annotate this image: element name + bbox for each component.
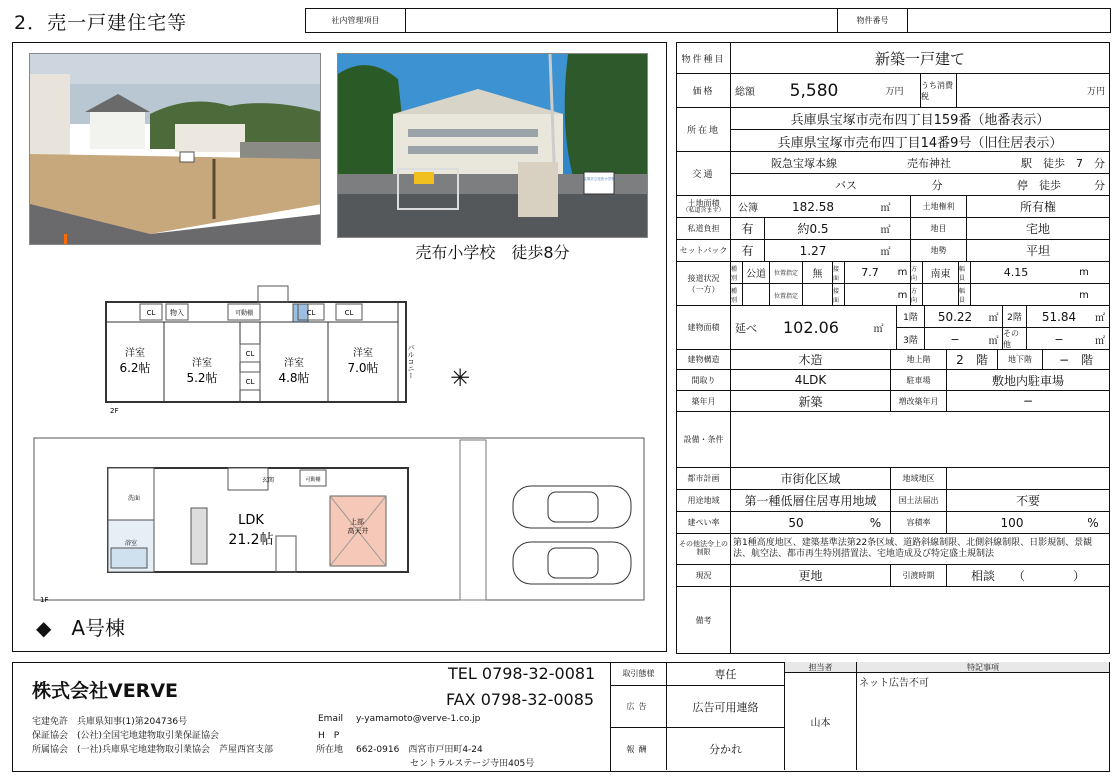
- station-name: 売布神社: [907, 156, 951, 170]
- bldg-total-unit: ㎡: [861, 306, 897, 349]
- extension-value: −: [1022, 394, 1034, 408]
- row-facilities: [677, 412, 1109, 468]
- room-4-size: 7.0帖: [347, 361, 379, 375]
- row-other-limits: [677, 534, 1109, 565]
- road-dir-2: [923, 284, 959, 306]
- address-label: 所在地: [677, 108, 731, 151]
- setback-label: セットバック: [677, 240, 731, 261]
- walk-label-2: 徒歩: [1039, 179, 1061, 192]
- stop-walk: [1017, 177, 1105, 193]
- washroom-label: 洗面: [127, 495, 141, 502]
- status-value: 更地: [731, 565, 891, 586]
- f2-label: 2階: [1003, 306, 1027, 327]
- ad-value: 広告可用連絡: [667, 686, 785, 728]
- parking-label: 駐車場: [891, 370, 947, 390]
- guarantee: 保証協会 (公社)全国宅地建物取引業保証協会: [32, 731, 220, 741]
- far-value: 100: [1000, 515, 1024, 530]
- layout-label: 間取り: [677, 370, 731, 390]
- road-width: 4.15: [1003, 266, 1029, 279]
- hp-label: H P: [318, 731, 340, 741]
- balcony-label: バルコニー: [407, 344, 415, 379]
- walk-label: 徒歩: [1043, 156, 1065, 170]
- handover-value: 相談 （ ）: [970, 569, 1085, 583]
- other-limits-label: その他法令上の制限: [677, 534, 731, 564]
- min-unit: 分: [1094, 156, 1105, 170]
- special-value: ネット広告不可: [859, 678, 929, 689]
- road-dir-label-2: 方向: [911, 284, 923, 306]
- road-width-unit-2: m: [1079, 289, 1089, 301]
- land-value: 182.58: [792, 199, 834, 214]
- road-face: 7.7: [861, 266, 879, 279]
- ldk-size: 21.2帖: [228, 532, 274, 548]
- terrain-label: 地勢: [911, 240, 967, 261]
- row-address: [677, 108, 1109, 152]
- bldg-total: 102.06: [783, 318, 839, 337]
- zoning-label: 用途地域: [677, 490, 731, 511]
- association: 所属協会 (一社)兵庫県宅地建物取引業協会 芦屋西宮支部: [32, 745, 274, 755]
- f3-unit: ㎡: [985, 328, 1003, 350]
- cl-label: CL: [245, 378, 255, 386]
- below-value: [1043, 350, 1109, 369]
- road-kind-label-2: 種別: [731, 284, 743, 306]
- f1-value: 50.22: [937, 309, 973, 324]
- bus-label: バス: [835, 179, 857, 192]
- road-face-label-2: 接面: [833, 284, 845, 306]
- f1-unit: ㎡: [985, 306, 1003, 327]
- row-status: [677, 565, 1109, 587]
- road-dir: 南東: [923, 262, 959, 283]
- road-kind-label: 種別: [731, 262, 743, 283]
- coverage-value: 50: [788, 515, 804, 530]
- school-caption: 売布小学校 徒歩8分: [415, 243, 570, 262]
- row-price: [677, 74, 1109, 108]
- room-1-name: 洋室: [125, 348, 145, 359]
- deal-label: 取引態様: [611, 662, 667, 686]
- row-coverage: [677, 512, 1109, 534]
- bldg-total-prefix: 延べ: [735, 321, 757, 335]
- price-value: 5,580: [789, 80, 839, 101]
- f1-label: 1階: [897, 306, 925, 327]
- structure-label: 建物構造: [677, 350, 731, 369]
- coverage-label: 建ぺい率: [677, 512, 731, 533]
- far-unit: %: [1087, 515, 1099, 530]
- cl-label: CL: [306, 309, 316, 317]
- row-remarks: [677, 587, 1109, 653]
- floorplan-1f: [28, 436, 658, 606]
- remarks-label: 備考: [677, 587, 731, 653]
- zoning-value: 第一種低層住居専用地域: [731, 490, 891, 511]
- price-prefix: 総額: [735, 87, 755, 98]
- above-label: 地上階: [891, 350, 947, 369]
- terrain-value: 平坦: [1025, 244, 1050, 258]
- land-unit: ㎡: [861, 196, 911, 217]
- handover-label: 引渡時期: [891, 565, 947, 586]
- type-value: 新築一戸建て: [874, 49, 965, 68]
- road-pos-2: [803, 284, 833, 306]
- road-width-label-2: 幅員: [959, 284, 971, 306]
- storage-label: 物入: [170, 309, 184, 317]
- north-arrow-icon: ✳: [450, 364, 471, 392]
- address: 662-0916 西宮市戸田町4-24: [356, 745, 483, 755]
- property-number-value: [908, 9, 1110, 32]
- private-road-unit: ㎡: [861, 218, 911, 239]
- row-layout: [677, 370, 1109, 391]
- car-icon: [513, 542, 631, 584]
- tax-label: うち消費税: [921, 74, 957, 107]
- city-plan-label: 都市計画: [677, 468, 731, 489]
- city-plan-value: 市街化区域: [731, 468, 891, 489]
- floorplan-2f: [28, 282, 428, 418]
- type-label: 物件種目: [677, 43, 731, 73]
- bath-label: 浴室: [124, 540, 138, 547]
- setback-value: 1.27: [799, 243, 827, 258]
- mgmt-label: 社内管理項目: [306, 9, 406, 32]
- deal-value: 専任: [667, 662, 785, 686]
- facility-label: 設備・条件: [677, 412, 731, 467]
- land-right-label: 土地権利: [911, 196, 967, 217]
- traffic-label: 交通: [677, 152, 731, 195]
- price-label: 価格: [677, 74, 731, 107]
- email-label: Email: [318, 714, 343, 724]
- row-road: [677, 262, 1109, 306]
- bldg-floors-row-2: [897, 328, 1109, 350]
- row-built: [677, 391, 1109, 412]
- f2-unit: ㎡: [1095, 313, 1105, 324]
- station-walk: [1021, 155, 1105, 171]
- extension-label: 増改築年月: [891, 391, 947, 411]
- row-type: [677, 43, 1109, 74]
- land-type: 公簿: [738, 203, 758, 214]
- management-bar: [305, 8, 1111, 33]
- land-label-text: 土地面積: [687, 198, 720, 208]
- other-limits-value: 第1種高度地区、建築基準法第22条区域、道路斜線制限、北側斜線制限、日影規制、景観法、航空法、都市再生特別措置法、宅地造成及び特定盛土規制法: [733, 537, 1093, 559]
- f2-value: 51.84: [1041, 309, 1077, 324]
- private-road-label: 私道負担: [677, 218, 731, 239]
- email[interactable]: y-yamamoto@verve-1.co.jp: [356, 714, 481, 724]
- school-sign-text: 宝塚市立売布小学校: [583, 177, 615, 181]
- tel: TEL 0798-32-0081: [448, 664, 596, 683]
- row-zoning: [677, 490, 1109, 512]
- other-value: −: [1054, 332, 1064, 346]
- bldg-area-label: 建物面積: [677, 306, 731, 349]
- setback: 有: [731, 240, 765, 261]
- building-label: ◆ A号棟: [36, 616, 126, 640]
- land-label-sub: （私道含まず）: [682, 206, 725, 214]
- fee-label: 報酬: [611, 728, 667, 770]
- min-unit-2: 分: [1094, 179, 1105, 192]
- land-right-value: 所有権: [1019, 200, 1056, 214]
- national-label: 国土法届出: [891, 490, 947, 511]
- road-face-unit: m: [895, 262, 911, 283]
- f3-label: 3階: [897, 328, 925, 350]
- staff-value: 山本: [785, 673, 857, 770]
- row-land-area: [677, 196, 1109, 218]
- row-private-road: [677, 218, 1109, 240]
- school-photo: [337, 53, 648, 238]
- below-num: −: [1058, 352, 1070, 367]
- other-label: その他: [1003, 328, 1027, 350]
- room-2-name: 洋室: [192, 358, 212, 369]
- station-suffix: 駅: [1021, 156, 1032, 170]
- road-face-unit-2: m: [895, 284, 911, 306]
- floor-1-label: 1F: [40, 596, 49, 604]
- void-label-line1: 上部: [349, 518, 364, 526]
- row-structure: [677, 350, 1109, 370]
- below-label: 地下階: [997, 350, 1043, 369]
- road-dir-label: 方向: [911, 262, 923, 283]
- district-label: 地域地区: [891, 468, 947, 489]
- car-icon: [513, 486, 631, 528]
- addr-label: 所在地: [316, 745, 344, 755]
- fax: FAX 0798-32-0085: [446, 690, 595, 709]
- road-pos-label: 位置指定: [769, 262, 803, 283]
- price-unit: 万円: [869, 74, 921, 107]
- deal-table: [610, 662, 1110, 772]
- staff-label: 担当者: [785, 662, 857, 673]
- parking-value: 敷地内駐車場: [991, 373, 1064, 388]
- road-row-1: [731, 262, 1109, 284]
- road-width-label: 幅員: [959, 262, 971, 283]
- national-value: 不要: [1015, 494, 1040, 508]
- road-label-sub: （一方）: [687, 284, 720, 294]
- cl-label: CL: [245, 350, 255, 358]
- movable-shelf-label-1f: 可動棚: [305, 477, 321, 483]
- bus-min: 分: [931, 179, 943, 192]
- traffic-train: [731, 152, 1109, 174]
- void-label-line2: 高天井: [347, 527, 369, 535]
- entrance-label: 玄関: [261, 477, 275, 484]
- road-pos-label-2: 位置指定: [769, 284, 803, 306]
- coverage-unit: %: [861, 512, 891, 533]
- room-3-size: 4.8帖: [278, 371, 310, 385]
- above-num: 2: [956, 352, 964, 367]
- row-building-area: [677, 306, 1109, 350]
- status-label: 現況: [677, 565, 731, 586]
- road-label-text: 接道状況: [687, 273, 720, 283]
- private-road: 有: [731, 218, 765, 239]
- road-kind: 公道: [746, 269, 766, 280]
- cl-label: CL: [344, 309, 354, 317]
- layout-value: 4LDK: [731, 370, 891, 390]
- road-face-label: 接面: [833, 262, 845, 283]
- land-label: [677, 196, 731, 217]
- bldg-floors-row-1: [897, 306, 1109, 328]
- structure-value: 木造: [731, 350, 891, 369]
- property-table: [676, 42, 1110, 654]
- walk-min: 7: [1076, 156, 1083, 170]
- mgmt-value: [406, 9, 838, 32]
- room-2-size: 5.2帖: [186, 371, 218, 385]
- above-value: [947, 350, 997, 369]
- road-width-unit: m: [1079, 267, 1089, 278]
- built-value: 新築: [731, 391, 891, 411]
- other-unit: ㎡: [1095, 335, 1105, 347]
- road-label: [677, 262, 731, 305]
- chimoku-value: 宅地: [1025, 222, 1050, 236]
- company-name: 株式会社VERVE: [32, 680, 178, 702]
- far-label: 容積率: [891, 512, 947, 533]
- built-label: 築年月: [677, 391, 731, 411]
- stop-label: 停: [1017, 179, 1028, 192]
- traffic-bus: [731, 174, 1109, 196]
- fee-value: 分かれ: [667, 728, 785, 770]
- room-1-size: 6.2帖: [119, 361, 151, 375]
- row-setback: [677, 240, 1109, 262]
- property-number-label: 物件番号: [838, 9, 908, 32]
- room-3-name: 洋室: [284, 358, 304, 369]
- license: 宅建免許 兵庫県知事(1)第204736号: [32, 717, 188, 727]
- lot-photo: [29, 53, 321, 245]
- tax-unit: 万円: [1086, 87, 1105, 97]
- above-unit: 階: [975, 353, 988, 367]
- address-2: 兵庫県宝塚市売布四丁目14番9号（旧住居表示）: [777, 135, 1063, 151]
- floor-2-label: 2F: [110, 407, 119, 415]
- road-pos: 無: [803, 262, 833, 283]
- ldk-name: LDK: [238, 513, 264, 528]
- row-city-plan: [677, 468, 1109, 490]
- setback-unit: ㎡: [861, 240, 911, 261]
- chimoku-label: 地目: [911, 218, 967, 239]
- row-traffic: [677, 152, 1109, 196]
- line-name: 阪急宝塚本線: [771, 156, 837, 170]
- ad-label: 広告: [611, 686, 667, 728]
- room-4-name: 洋室: [353, 348, 373, 359]
- page-title: 2．売一戸建住宅等: [14, 12, 188, 34]
- movable-shelf-label: 可動棚: [234, 310, 254, 317]
- f3-value: −: [950, 332, 960, 346]
- address-2: セントラルステージ寺田405号: [410, 759, 535, 769]
- road-row-2: [731, 284, 1109, 306]
- cl-label: CL: [146, 309, 156, 317]
- below-unit: 階: [1081, 353, 1094, 367]
- private-road-value: 約0.5: [797, 222, 829, 236]
- special-label: 特記事項: [857, 662, 1109, 673]
- address-1: 兵庫県宝塚市売布四丁目159番（地番表示）: [731, 108, 1109, 130]
